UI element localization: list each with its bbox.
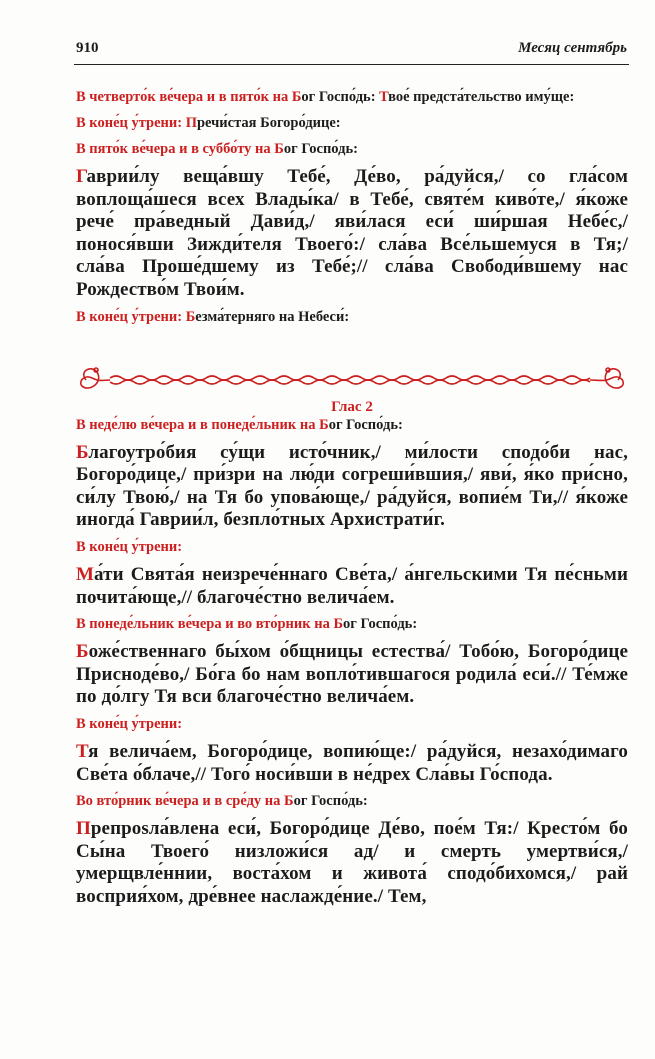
rubric-red-letter: Б [333,616,344,633]
rubric-red-letter: П [185,115,197,131]
rubric-tuesday [76,792,628,811]
rubric-end-matins-3: В коне́ц у́трени: [76,538,183,555]
hymn-body: а́ти Свята́я неизрече́ннаго Све́та,/ а́нгельскими Тя пе́сньми почита́юще,// благоче́стно велича́ем. [76,563,628,608]
ornament-braid-top [110,376,590,380]
rubric-sunday [76,416,628,435]
rubric-friday [76,140,628,159]
rubric-red-text: В понеде́льник ве́чера и во вто́рник на [76,616,334,633]
ornament-braid-bottom [110,380,590,384]
hymn-body: я велича́ем, Богоро́дице, вопию́ще:/ ра́дуйся, незахо́димаго Све́та о́блаче,// Того́ носи́вши в не́дрех Сла́вы Го́спода. [76,740,628,785]
running-title: Месяц сентябрь [518,40,627,56]
hymn-body: оже́ственнаго бы́хом о́бщницы естества́/ Тобо́ю, Богоро́дице Присноде́во,/ Бо́га бо нам вопло́тившагося родила́ еси́.// Те́мже по до́лгу Тя вси благоче́стно велича́ем. [76,641,628,708]
rubric-red-text: В коне́ц у́трени: [76,308,186,325]
rubric-red-letter: Б [319,416,329,433]
rubric-red-text: В неде́лю ве́чера и в понеде́льник на [76,416,320,433]
rubric-red-letter: Т [379,89,389,105]
red-initial: Г [76,166,87,187]
rubric-monday [76,615,628,634]
rubric-end-matins-2 [76,308,628,327]
rubric-end-matins-4: В коне́ц у́трени: [76,715,183,732]
hymn-text-6 [76,818,628,908]
rubric-black-text: ог Госпо́дь: [293,793,368,810]
rubric-end-matins-1 [76,114,628,133]
red-initial: Б [76,641,89,663]
red-initial: П [76,818,91,840]
rubric-black-text: речи́стая Богоро́дице: [196,115,341,131]
rubric-red-text: В пято́к ве́чера и в суббо́ту на [76,141,275,157]
hymn-text-3 [76,564,628,609]
hymn-text-1 [76,166,628,302]
red-initial: Т [76,740,89,762]
red-initial: Б [76,441,89,463]
hymn-text-5 [76,741,628,786]
rubric-red-letter: Б [291,89,302,105]
rubric-black-text: вое́ предста́тельство иму́ще: [388,89,575,105]
rubric-black-text: ог Госпо́дь: [328,416,403,433]
rubric-red-text: В коне́ц у́трени: [76,115,186,131]
rubric-red-letter: Б [284,793,294,810]
hymn-body: аврии́лу веща́вшу Тебе́, Де́во, ра́дуйся,/ со гла́сом воплоща́шеся всех Влады́ка/ в Тебе́, святе́м киво́те,/ я́коже рече́ пра́ведный Дави́д,/ яви́лася еси́ ши́ршая Небе́с,/ понося́вши Зижди́теля Твоего́:/ сла́ва Все́льшемуся в Тя;/ сла́ва Проше́дшему из Тебе́;// сла́ва Свободи́вшему нас Рождество́м Твои́м. [76,166,628,300]
red-initial: М [76,563,95,585]
braided-ornament-divider [76,362,628,398]
header-rule [74,64,629,65]
rubric-black-text: ог Госпо́дь: [283,141,358,157]
page-content [76,88,628,914]
hymn-body: лагоутро́бия су́щи исто́чник,/ ми́лости сподо́би нас, Богоро́дице,/ при́зри на лю́ди согреши́вшия,/ яви́, я́ко при́сно, си́лу Твою́,/ на Тя бо упова́юще,/ ра́дуйся, вопие́м Ти,// я́коже иногда́ Гаврии́л, безпло́тных Архистрати́г. [76,441,628,531]
rubric-thursday [76,88,628,107]
rubric-black-text: ог Госпо́дь: [343,616,418,633]
rubric-red-text: Во вто́рник ве́чера и в сре́ду на [76,793,285,810]
rubric-black-text: ог Госпо́дь: [301,89,380,105]
rubric-red-letter: Б [185,308,196,325]
tone-heading: Глас 2 [331,398,373,415]
rubric-red-letter: Б [274,141,284,157]
rubric-red-text: В четверто́к ве́чера и в пято́к на [76,89,292,105]
hymn-text-2 [76,442,628,532]
hymn-text-4 [76,641,628,709]
page-number: 910 [76,40,99,56]
hymn-body: репрosла́влена еси́, Богоро́дице Де́во, пое́м Тя:/ Кресто́м бо Сы́на Твоего́ низложи́ся ад/ и смерть умертви́ся,/ умерщвле́ннии, воста́хом и живота́ сподо́бихомся,/ рай восприя́хом, дре́внее наслажде́ние./ Тем, [76,818,628,907]
rubric-black-text: езма́терняго на Небеси́: [195,308,350,325]
